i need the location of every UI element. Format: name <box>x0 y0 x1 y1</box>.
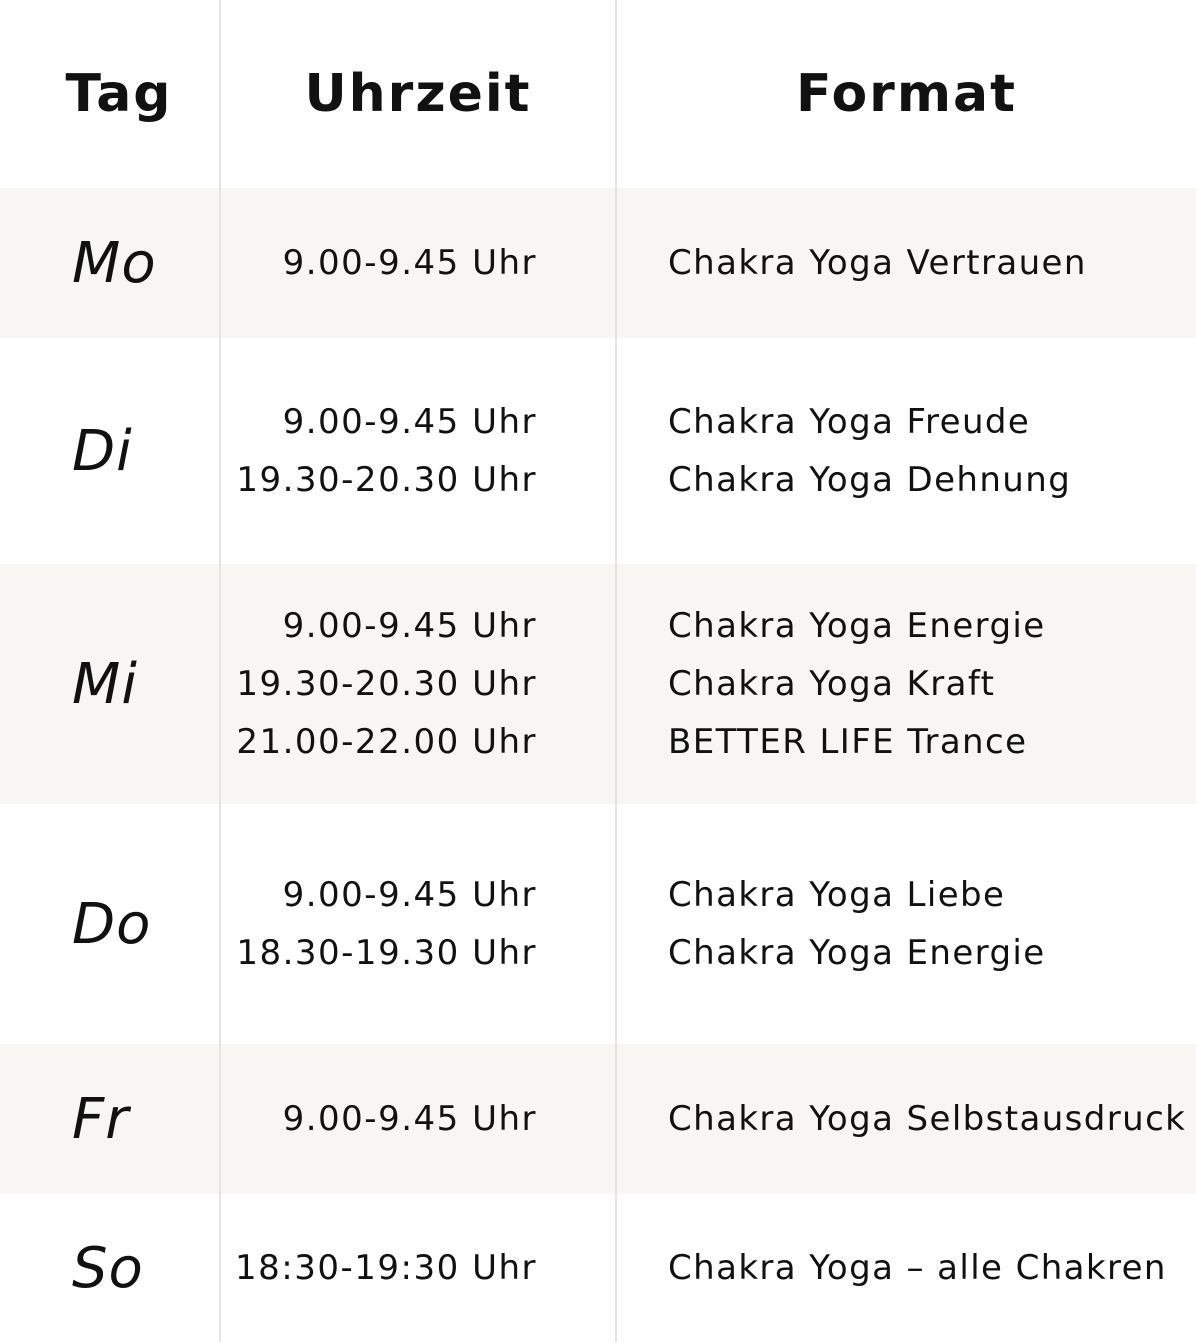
table-header <box>0 0 1196 188</box>
format-cell <box>668 804 1196 1044</box>
format-cell <box>668 1194 1196 1342</box>
time-slot: 9.00-9.45 Uhr <box>282 243 537 283</box>
time-slot: 19.30-20.30 Uhr <box>236 664 537 704</box>
time-cell <box>221 188 537 338</box>
time-slot: 9.00-9.45 Uhr <box>282 1099 537 1139</box>
table-row <box>0 564 1196 804</box>
table-row <box>0 1194 1196 1342</box>
time-cell <box>221 1194 537 1342</box>
format-name: Chakra Yoga Liebe <box>668 875 1006 915</box>
format-name: BETTER LIFE Trance <box>668 722 1028 762</box>
day-label: Mo <box>72 230 157 296</box>
time-slot: 9.00-9.45 Uhr <box>282 606 537 646</box>
format-name: Chakra Yoga Vertrauen <box>668 243 1087 283</box>
header-time: Uhrzeit <box>304 64 532 124</box>
format-name: Chakra Yoga Selbstausdruck <box>668 1099 1187 1139</box>
header-day: Tag <box>65 64 173 124</box>
time-slot: 18:30-19:30 Uhr <box>235 1248 537 1288</box>
table-row <box>0 1044 1196 1194</box>
format-cell <box>668 188 1196 338</box>
format-name: Chakra Yoga Dehnung <box>668 460 1072 500</box>
format-name: Chakra Yoga Kraft <box>668 664 996 704</box>
format-name: Chakra Yoga Freude <box>668 402 1031 442</box>
day-label: Do <box>72 891 152 957</box>
time-cell <box>221 338 537 564</box>
time-slot: 18.30-19.30 Uhr <box>236 933 537 973</box>
day-label: Fr <box>72 1086 130 1152</box>
format-cell <box>668 338 1196 564</box>
time-cell <box>221 804 537 1044</box>
table-row <box>0 338 1196 564</box>
header-format: Format <box>796 64 1017 124</box>
time-slot: 21.00-22.00 Uhr <box>236 722 537 762</box>
time-slot: 19.30-20.30 Uhr <box>236 460 537 500</box>
time-cell <box>221 564 537 804</box>
column-divider <box>219 0 221 1342</box>
table-row <box>0 804 1196 1044</box>
format-name: Chakra Yoga – alle Chakren <box>668 1248 1167 1288</box>
day-label: Mi <box>72 651 138 717</box>
column-divider <box>615 0 617 1342</box>
day-label: So <box>72 1235 144 1301</box>
format-cell <box>668 1044 1196 1194</box>
format-cell <box>668 564 1196 804</box>
time-slot: 9.00-9.45 Uhr <box>282 402 537 442</box>
table-row <box>0 188 1196 338</box>
day-label: Di <box>72 418 133 484</box>
time-cell <box>221 1044 537 1194</box>
time-slot: 9.00-9.45 Uhr <box>282 875 537 915</box>
format-name: Chakra Yoga Energie <box>668 606 1046 646</box>
format-name: Chakra Yoga Energie <box>668 933 1046 973</box>
